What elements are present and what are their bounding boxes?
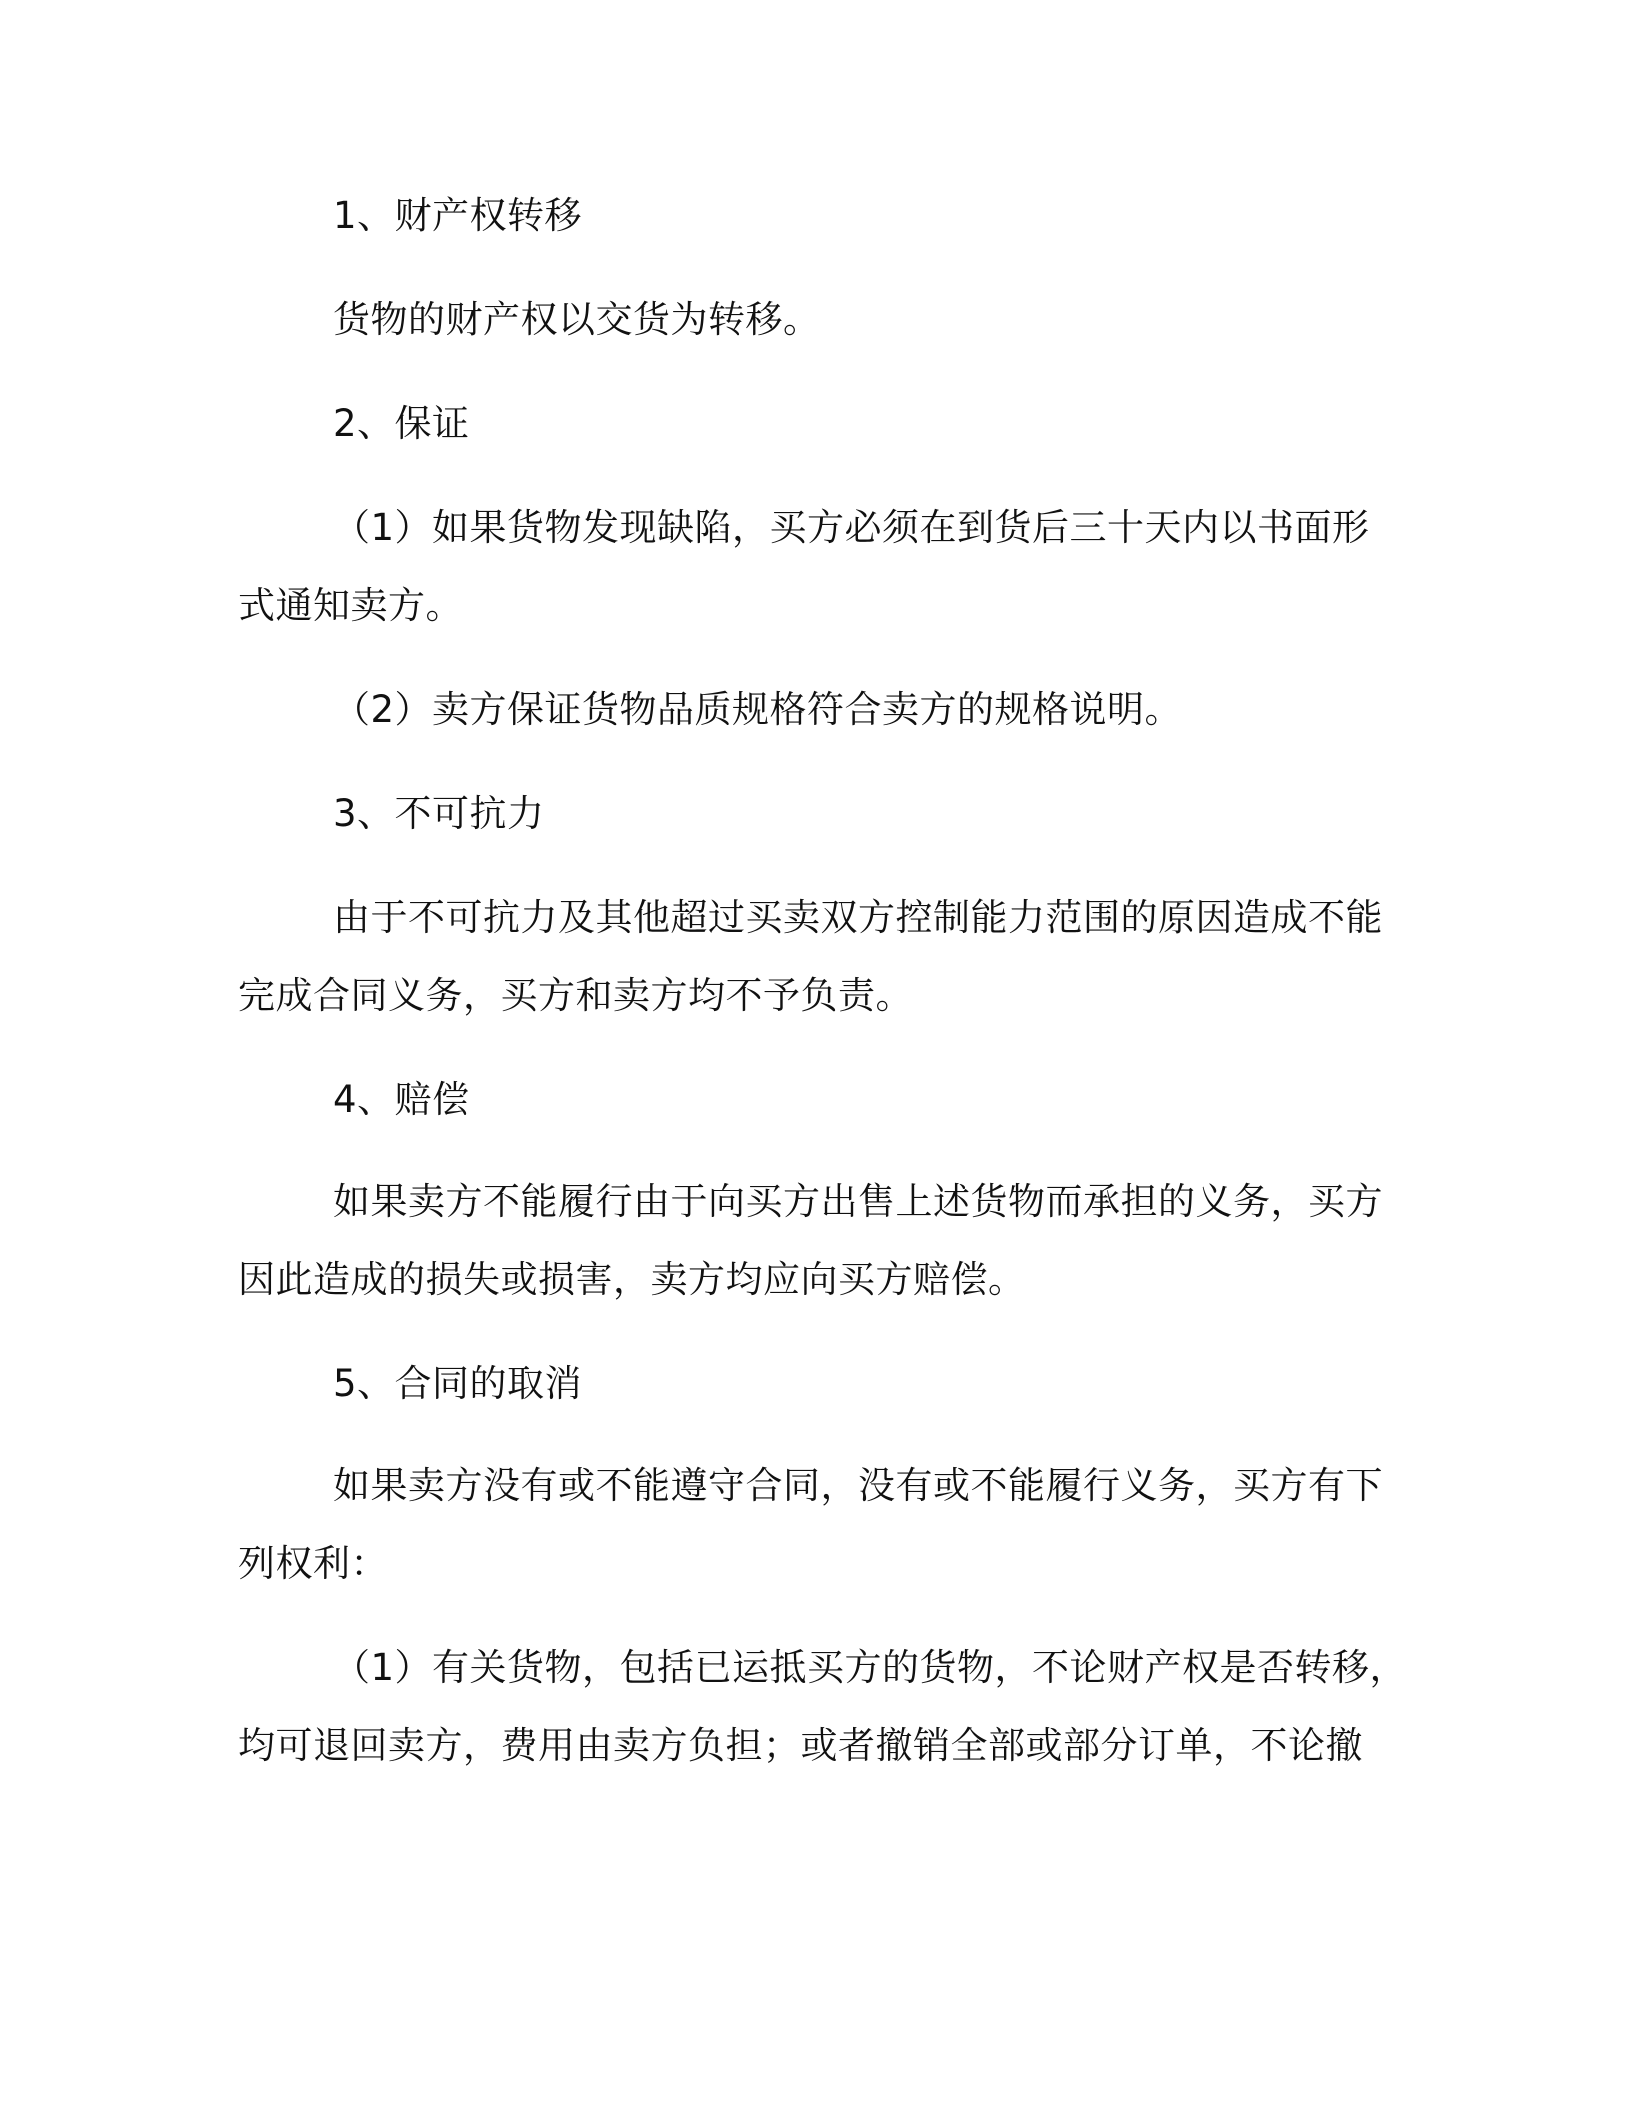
heading-cancellation: 5、合同的取消 (333, 1362, 583, 1405)
paragraph-compensation-line2: 因此造成的损失或损害，卖方均应向买方赔偿。 (238, 1258, 1026, 1301)
heading-warranty: 2、保证 (333, 402, 470, 445)
paragraph-cancellation-line2: 列权利： (238, 1542, 388, 1585)
paragraph-cancellation-1-line1: （1）有关货物，包括已运抵买方的货物，不论财产权是否转移， (333, 1646, 1408, 1689)
paragraph-cancellation-1-line2: 均可退回卖方，费用由卖方负担；或者撤销全部或部分订单，不论撤 (238, 1724, 1363, 1767)
paragraph-force-majeure-line1: 由于不可抗力及其他超过买卖双方控制能力范围的原因造成不能 (333, 896, 1383, 939)
paragraph-warranty-2: （2）卖方保证货物品质规格符合卖方的规格说明。 (333, 688, 1183, 731)
heading-compensation: 4、赔偿 (333, 1078, 470, 1121)
heading-property-transfer: 1、财产权转移 (333, 194, 583, 237)
paragraph-cancellation-line1: 如果卖方没有或不能遵守合同，没有或不能履行义务，买方有下 (333, 1464, 1383, 1507)
paragraph-warranty-1-line2: 式通知卖方。 (238, 584, 463, 627)
paragraph-warranty-1-line1: （1）如果货物发现缺陷，买方必须在到货后三十天内以书面形 (333, 506, 1370, 549)
heading-force-majeure: 3、不可抗力 (333, 792, 545, 835)
paragraph-property-transfer: 货物的财产权以交货为转移。 (333, 298, 821, 341)
paragraph-compensation-line1: 如果卖方不能履行由于向买方出售上述货物而承担的义务，买方 (333, 1180, 1383, 1223)
paragraph-force-majeure-line2: 完成合同义务，买方和卖方均不予负责。 (238, 974, 913, 1017)
